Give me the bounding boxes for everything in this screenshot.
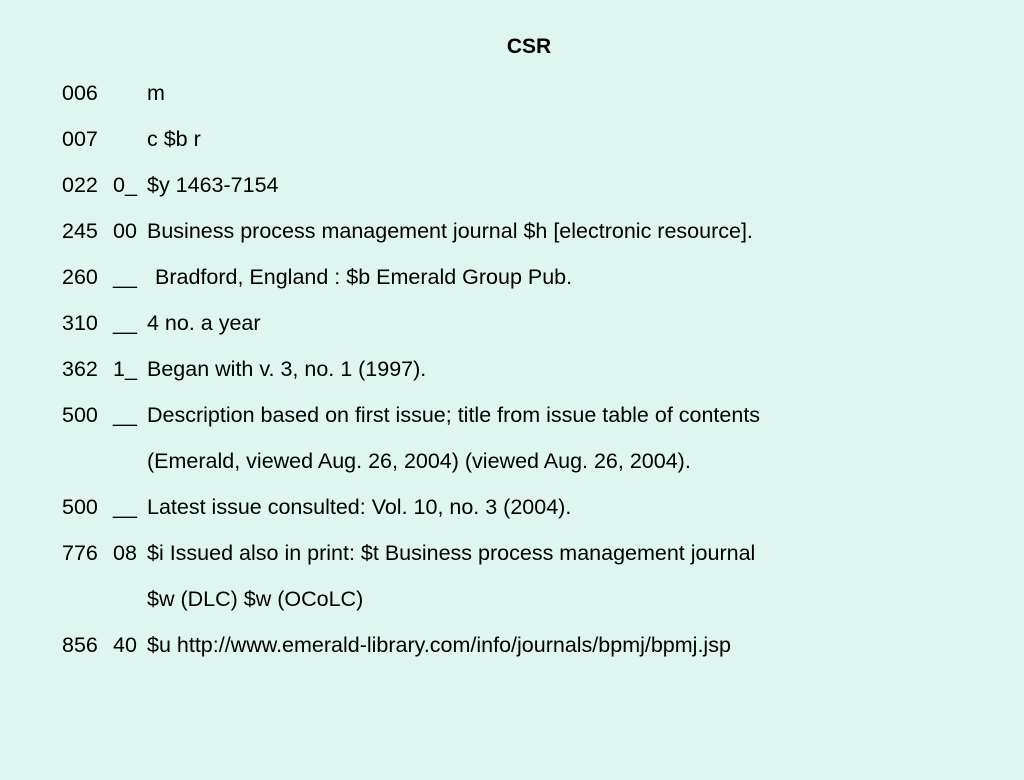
field-indicators: __ xyxy=(113,403,137,427)
marc-record xyxy=(62,78,1002,676)
marc-field-776 xyxy=(62,538,1002,584)
field-content: $u http://www.emerald-library.com/info/journals/bpmj/bpmj.jsp xyxy=(147,633,731,657)
marc-field-006 xyxy=(62,78,1002,124)
marc-field-245 xyxy=(62,216,1002,262)
field-indicators: 08 xyxy=(113,541,137,565)
marc-field-007 xyxy=(62,124,1002,170)
field-content: $i Issued also in print: $t Business process management journal xyxy=(147,541,756,565)
field-content: $y 1463-7154 xyxy=(147,173,279,197)
field-tag: 500 xyxy=(62,495,98,519)
field-content: $w (DLC) $w (OCoLC) xyxy=(147,587,364,611)
field-content: Business process management journal $h [electronic resource]. xyxy=(147,219,753,243)
field-indicators: 40 xyxy=(113,633,137,657)
slide-title: CSR xyxy=(506,35,552,58)
field-tag: 776 xyxy=(62,541,98,565)
field-indicators: __ xyxy=(113,265,137,289)
field-content: Latest issue consulted: Vol. 10, no. 3 (2004). xyxy=(147,495,572,519)
field-content: Bradford, England : $b Emerald Group Pub. xyxy=(155,265,573,289)
field-content: c $b r xyxy=(147,127,201,151)
marc-field-continuation xyxy=(62,584,1002,630)
field-tag: 006 xyxy=(62,81,98,105)
field-content: 4 no. a year xyxy=(147,311,261,335)
marc-field-continuation xyxy=(62,446,1002,492)
marc-field-856 xyxy=(62,630,1002,676)
field-indicators: __ xyxy=(113,311,137,335)
field-indicators: 1_ xyxy=(113,357,137,381)
field-tag: 022 xyxy=(62,173,98,197)
field-indicators: 0_ xyxy=(113,173,137,197)
field-indicators: 00 xyxy=(113,219,137,243)
field-tag: 260 xyxy=(62,265,98,289)
field-tag: 007 xyxy=(62,127,98,151)
field-tag: 245 xyxy=(62,219,98,243)
marc-field-260 xyxy=(62,262,1002,308)
field-content: Began with v. 3, no. 1 (1997). xyxy=(147,357,427,381)
marc-field-022 xyxy=(62,170,1002,216)
field-tag: 362 xyxy=(62,357,98,381)
field-content: m xyxy=(147,81,165,105)
marc-field-362 xyxy=(62,354,1002,400)
field-content: Description based on first issue; title from issue table of contents xyxy=(147,403,761,427)
marc-field-500 xyxy=(62,492,1002,538)
field-indicators: __ xyxy=(113,495,137,519)
field-tag: 310 xyxy=(62,311,98,335)
field-tag: 856 xyxy=(62,633,98,657)
marc-field-500 xyxy=(62,400,1002,446)
field-tag: 500 xyxy=(62,403,98,427)
marc-field-310 xyxy=(62,308,1002,354)
field-content: (Emerald, viewed Aug. 26, 2004) (viewed Aug. 26, 2004). xyxy=(147,449,691,473)
